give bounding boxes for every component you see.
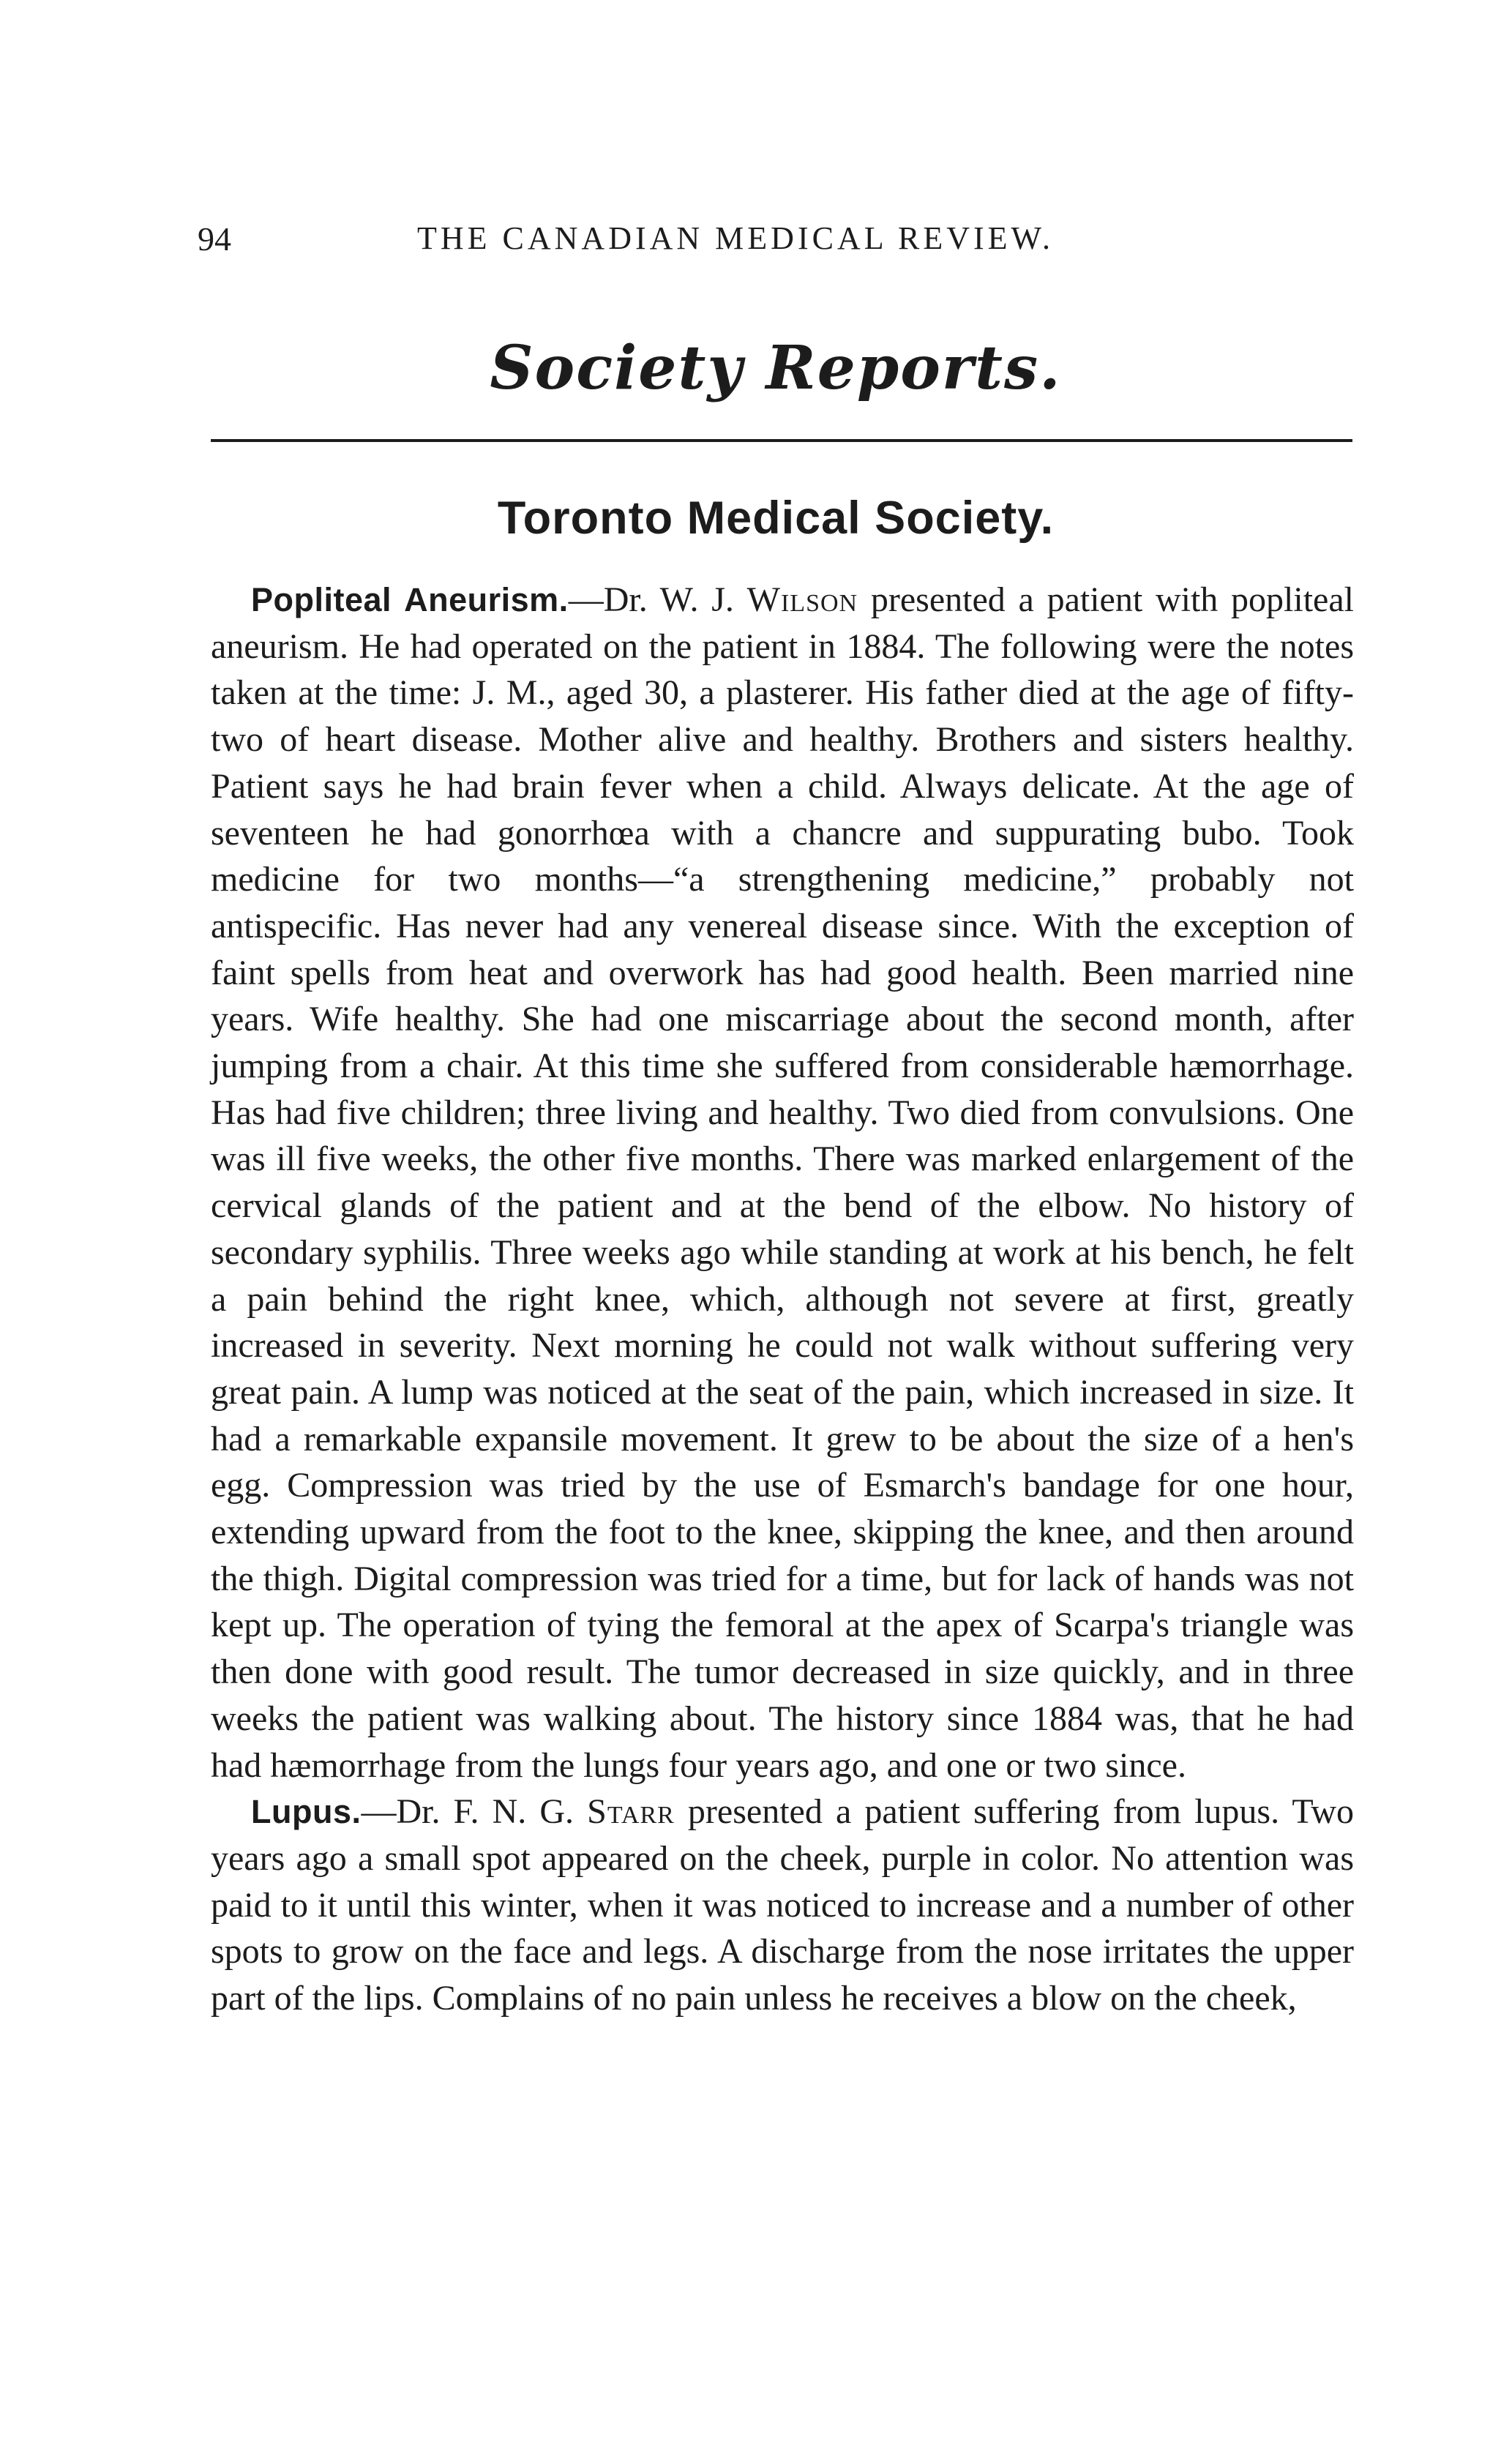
article-lead: —Dr. W. J. (568, 580, 747, 619)
society-heading: Toronto Medical Society. (497, 493, 1055, 544)
article-popliteal-aneurism (211, 577, 1354, 1789)
journal-title: THE CANADIAN MEDICAL REVIEW. (417, 220, 1054, 256)
article-lead: —Dr. F. N. G. (361, 1792, 588, 1832)
presenter-name: Wilson (746, 580, 858, 619)
report-body (211, 577, 1354, 2022)
article-lupus (211, 1789, 1354, 2022)
article-text: presented a patient with popliteal aneurism. He had operated on the patient in 1884. The following were the notes taken at the time: J. M., aged 30, a plasterer. His father died at the age of fifty-two of heart disease. Mother alive and healthy. Brothers and sisters healthy. Patient says he had brain fever when a child. Always delicate. At the age of seventeen he had gonorrhœa with a chancre and suppurating bubo. Took medicine for two months—“a strengthening medicine,” probably not antispecific. Has never had any venereal disease since. With the exception of faint spells from heat and overwork has had good health. Been married nine years. Wife healthy. She had one miscarriage about the second month, after jumping from a chair. At this time she suffered from considerable hæmorrhage. Has had five children; three living and healthy. Two died from convulsions. One was ill five weeks, the other five months. There was marked enlargement of the cervical glands of the patient and at the bend of the elbow. No history of secondary syphilis. Three weeks ago while standing at work at his bench, he felt a pain behind the right knee, which, although not severe at first, greatly increased in severity. Next morning he could not walk without suffering very great pain. A lump was noticed at the seat of the pain, which increased in size. It had a remarkable expansile movement. It grew to be about the size of a hen's egg. Compression was tried by the use of Esmarch's bandage for one hour, extending upward from the foot to the knee, skipping the knee, and then around the thigh. Digital compression was tried for a time, but for lack of hands was not kept up. The operation of tying the femoral at the apex of Scarpa's triangle was then done with good result. The tumor decreased in size quickly, and in three weeks the patient was walking about. The history since 1884 was, that he had had hæmorrhage from the lungs four years ago, and one or two since. (211, 580, 1354, 1785)
presenter-name: Starr (587, 1792, 675, 1832)
running-header (198, 220, 1354, 271)
article-heading: Lupus. (251, 1793, 362, 1831)
title-rule (211, 439, 1352, 442)
page-number: 94 (198, 220, 231, 258)
article-text: presented a patient suffering from lupus. Two years ago a small spot appeared on the cheek, purple in color. No attention was paid to it until this winter, when it was noticed to increase and a number of other spots to grow on the face and legs. A discharge from the nose irritates the upper part of the lips. Complains of no pain unless he receives a blow on the cheek, (211, 1792, 1354, 2018)
article-heading: Popliteal Aneurism. (251, 581, 569, 618)
section-title: Society Reports. (490, 333, 1062, 403)
